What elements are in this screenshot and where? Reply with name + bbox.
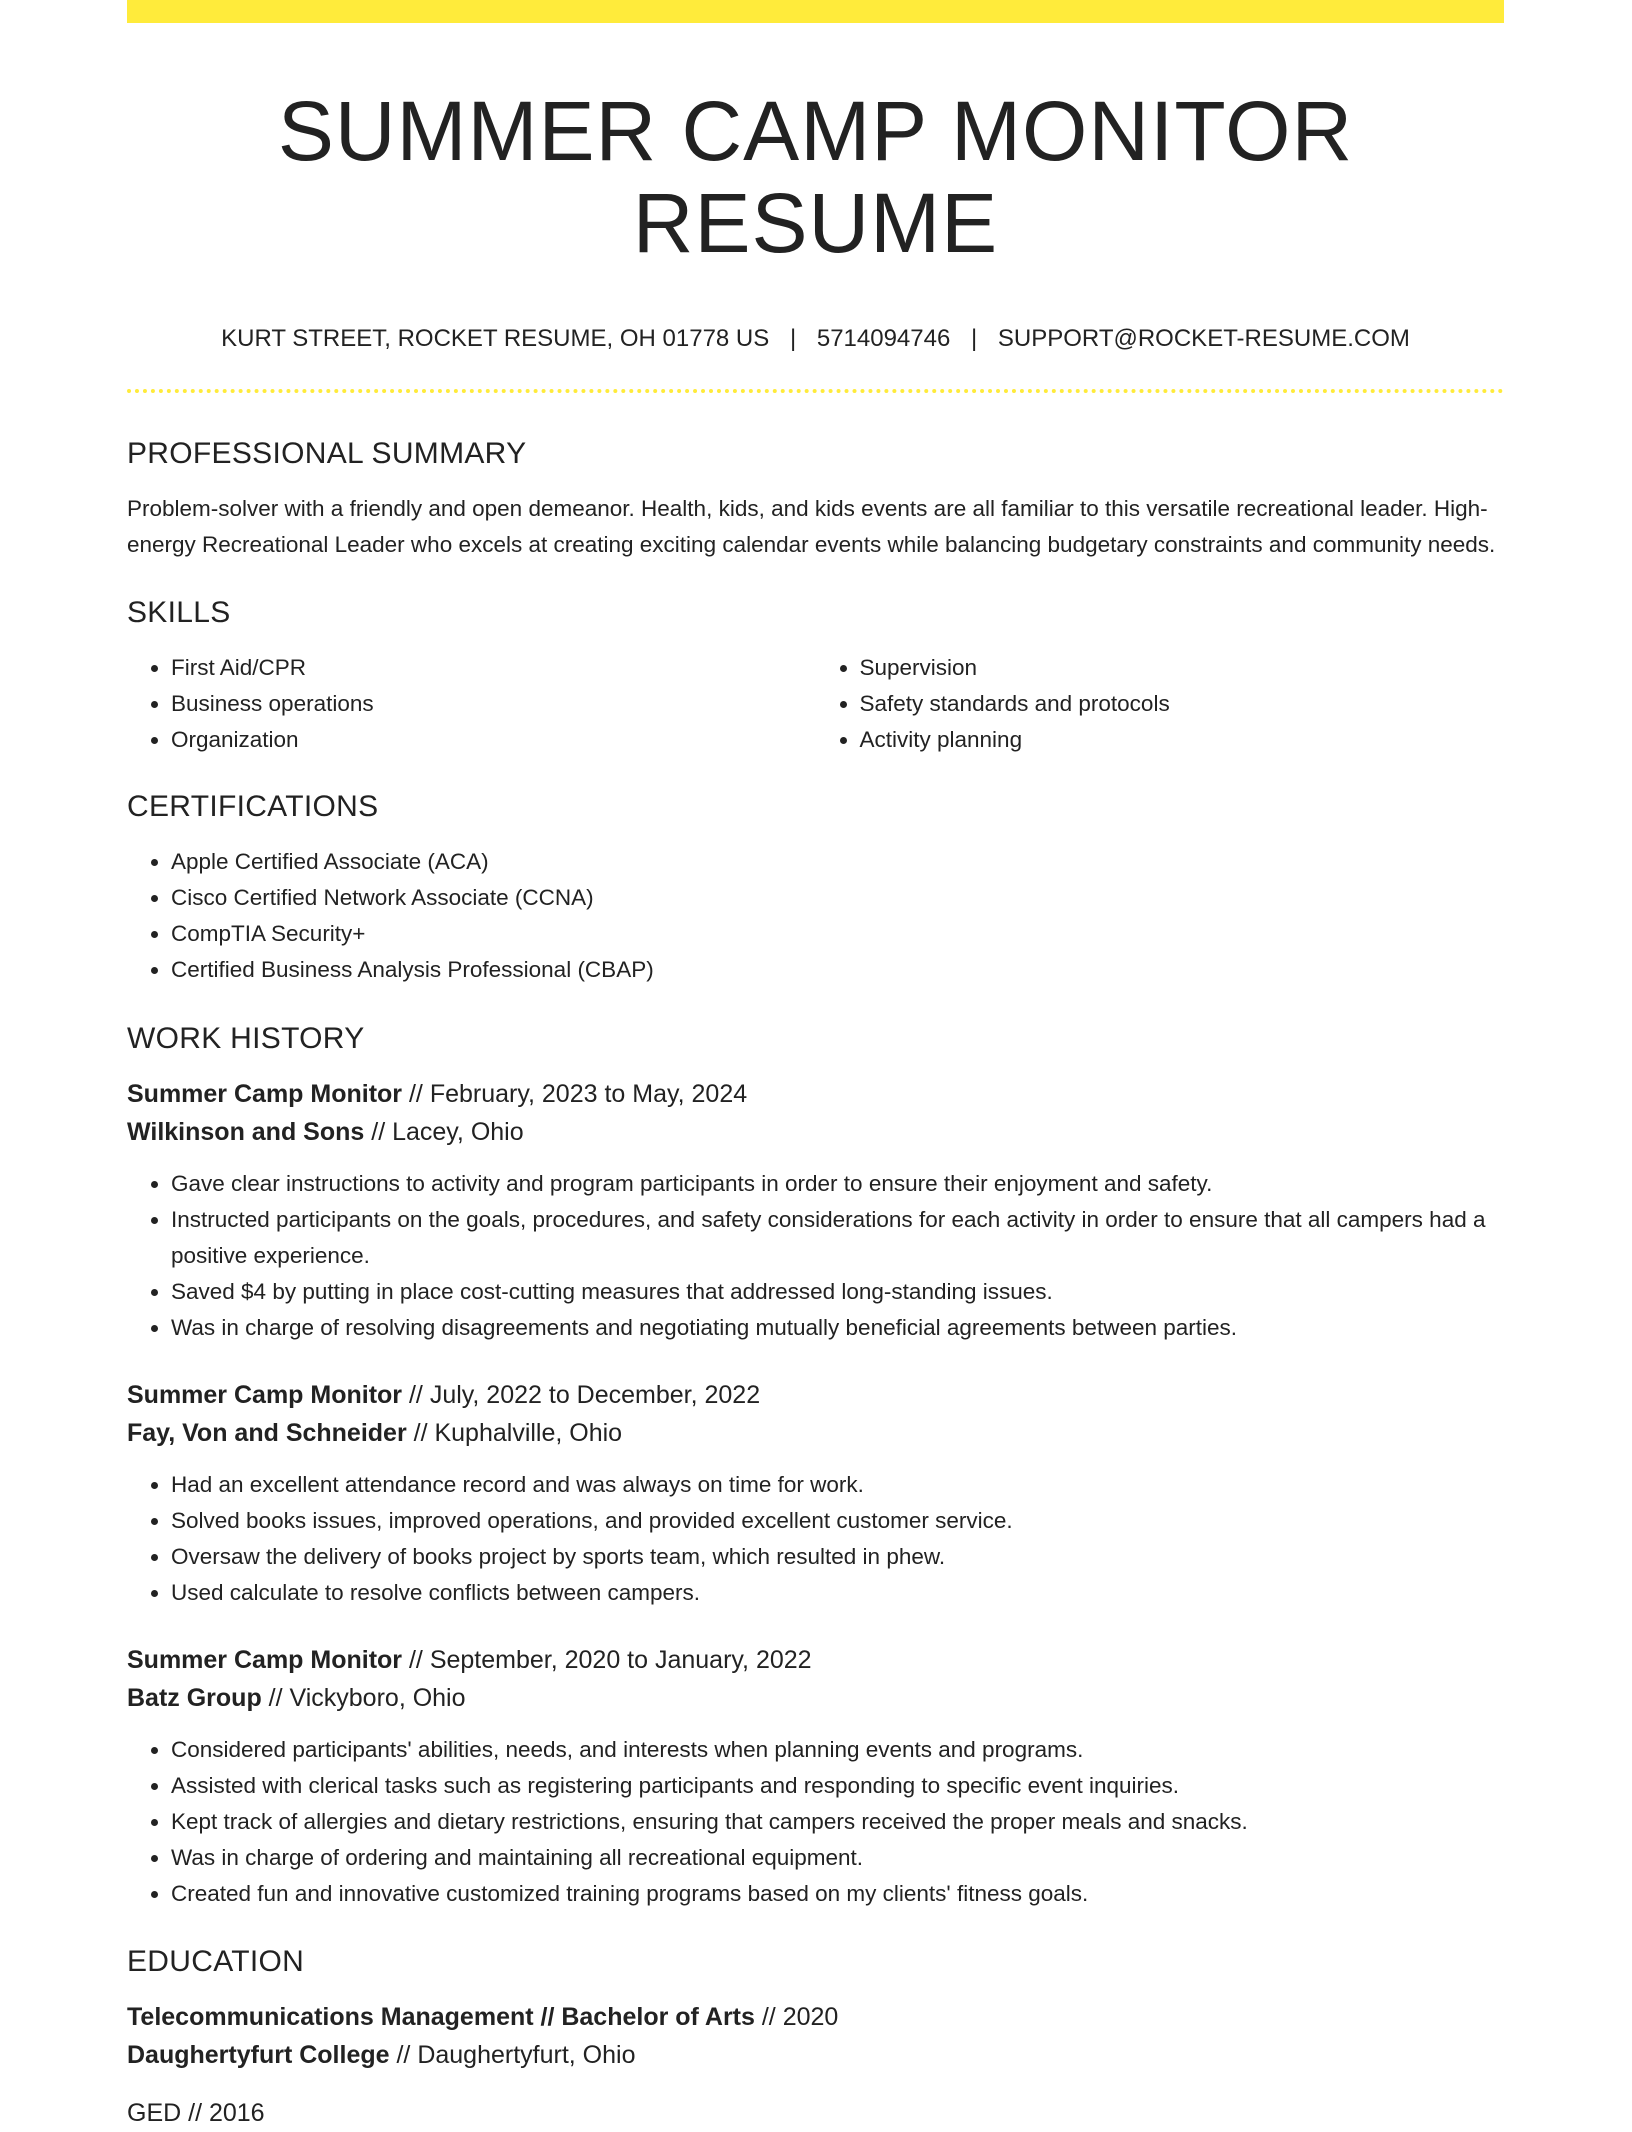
education-next-entry: GED // 2016: [127, 2098, 265, 2127]
job-company: Wilkinson and Sons: [127, 1117, 365, 1146]
education-school-line: [127, 2036, 1504, 2074]
contact-separator: |: [789, 324, 797, 352]
job-bullet: • Considered participants' abilities, needs, and interests when planning events and programs.: [171, 1732, 1504, 1768]
job-entry: [127, 1641, 1504, 1912]
skills-list: [127, 650, 1504, 758]
education-heading: EDUCATION: [127, 1944, 305, 1978]
job-bullets: [127, 1732, 1504, 1912]
skills-column-right: [816, 650, 1505, 758]
job-title-line: [127, 1641, 1504, 1679]
contact-address: KURT STREET, ROCKET RESUME, OH 01778 US: [221, 324, 770, 352]
certification-item: • Cisco Certified Network Associate (CCNA): [171, 880, 1504, 916]
skill-item: • Safety standards and protocols: [860, 686, 1505, 722]
skill-item: • Activity planning: [860, 722, 1505, 758]
contact-line: [127, 325, 1504, 354]
job-company-line: [127, 1679, 1504, 1717]
education-location: // Daughertyfurt, Ohio: [389, 2040, 636, 2069]
job-role: Summer Camp Monitor: [127, 1645, 403, 1674]
education-year: // 2020: [754, 2002, 839, 2031]
certification-item: • Apple Certified Associate (ACA): [171, 844, 1504, 880]
job-dates: // September, 2020 to January, 2022: [402, 1645, 812, 1674]
job-bullets: [127, 1467, 1504, 1611]
certifications-heading: CERTIFICATIONS: [127, 789, 379, 823]
job-bullet: • Had an excellent attendance record and was always on time for work.: [171, 1467, 1504, 1503]
job-bullet: • Gave clear instructions to activity and program participants in order to ensure their enjoyment and safety.: [171, 1166, 1504, 1202]
job-location: // Kuphalville, Ohio: [406, 1418, 623, 1447]
accent-top-bar: [127, 0, 1504, 23]
job-role: Summer Camp Monitor: [127, 1380, 403, 1409]
job-entry: [127, 1376, 1504, 1611]
job-bullet: • Was in charge of resolving disagreements and negotiating mutually beneficial agreements between parties.: [171, 1310, 1504, 1346]
job-title-line: [127, 1376, 1504, 1414]
education-degree: Telecommunications Management // Bachelor of Arts: [127, 2002, 755, 2031]
job-bullet: • Saved $4 by putting in place cost-cutting measures that addressed long-standing issues.: [171, 1274, 1504, 1310]
job-company-line: [127, 1414, 1504, 1452]
work-history-heading: WORK HISTORY: [127, 1021, 365, 1055]
job-bullet: • Assisted with clerical tasks such as registering participants and responding to specific event inquiries.: [171, 1768, 1504, 1804]
job-location: // Lacey, Ohio: [364, 1117, 524, 1146]
job-title-line: [127, 1075, 1504, 1113]
contact-email: SUPPORT@ROCKET-RESUME.COM: [997, 324, 1410, 352]
job-bullet: • Created fun and innovative customized training programs based on my clients' fitness goals.: [171, 1876, 1504, 1912]
summary-text: Problem-solver with a friendly and open demeanor. Health, kids, and kids events are all familiar to this versatile recreational leader. High-energy Recreational Leader who excels at creating exciting calendar events while balancing budgetary constraints and community needs.: [127, 495, 1496, 557]
job-bullet: • Used calculate to resolve conflicts between campers.: [171, 1575, 1504, 1611]
certification-item: • Certified Business Analysis Professional (CBAP): [171, 952, 1504, 988]
dotted-divider: [127, 389, 1504, 393]
job-role: Summer Camp Monitor: [127, 1079, 403, 1108]
job-location: // Vickyboro, Ohio: [261, 1683, 466, 1712]
skill-item: • First Aid/CPR: [171, 650, 816, 686]
job-bullets: [127, 1166, 1504, 1346]
job-company-line: [127, 1113, 1504, 1151]
skill-item: • Organization: [171, 722, 816, 758]
job-bullet: • Kept track of allergies and dietary restrictions, ensuring that campers received the proper meals and snacks.: [171, 1804, 1504, 1840]
skill-item: • Business operations: [171, 686, 816, 722]
job-dates: // February, 2023 to May, 2024: [402, 1079, 748, 1108]
education-entry: [127, 1998, 1504, 2132]
resume-page: [127, 0, 1504, 2132]
job-bullet: • Oversaw the delivery of books project by sports team, which resulted in phew.: [171, 1539, 1504, 1575]
job-entry: [127, 1075, 1504, 1346]
contact-phone: 5714094746: [816, 324, 951, 352]
job-dates: // July, 2022 to December, 2022: [402, 1380, 761, 1409]
skill-item: • Supervision: [860, 650, 1505, 686]
resume-title: SUMMER CAMP MONITOR RESUME: [277, 84, 1354, 271]
job-bullet: • Was in charge of ordering and maintaining all recreational equipment.: [171, 1840, 1504, 1876]
job-company: Batz Group: [127, 1683, 262, 1712]
job-bullet: • Instructed participants on the goals, procedures, and safety considerations for each activity in order to ensure that all campers had a positive experience.: [171, 1202, 1504, 1274]
job-company: Fay, Von and Schneider: [127, 1418, 407, 1447]
education-degree-line: [127, 1998, 1504, 2036]
skills-heading: SKILLS: [127, 595, 231, 629]
summary-heading: PROFESSIONAL SUMMARY: [127, 436, 527, 470]
job-bullet: • Solved books issues, improved operations, and provided excellent customer service.: [171, 1503, 1504, 1539]
education-school: Daughertyfurt College: [127, 2040, 390, 2069]
certification-item: • CompTIA Security+: [171, 916, 1504, 952]
contact-separator: |: [971, 324, 978, 352]
skills-column-left: [127, 650, 816, 758]
certifications-list: [127, 844, 1504, 988]
